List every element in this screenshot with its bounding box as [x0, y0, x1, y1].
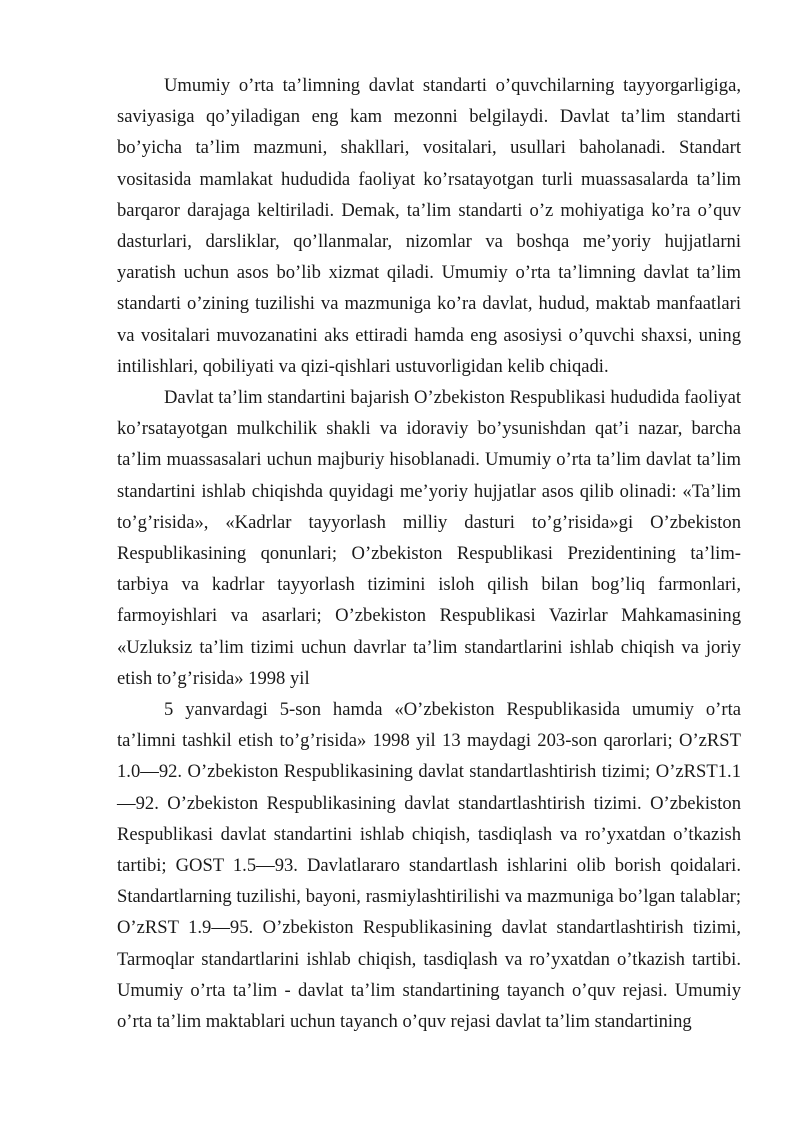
paragraph-2: Davlat ta’lim standartini bajarish O’zbekiston Respublikasi hududida faoliyat ko’rsatayotgan mulkchilik shakli va idoraviy bo’ysunishdan qat’i nazar, barcha ta’lim muassasalari uchun majburiy hisoblanadi. Umumiy o’rta ta’lim davlat ta’lim standartini ishlab chiqishda quyidagi me’yoriy hujjatlar asos qilib olinadi: «Ta’lim to’g’risida», «Kadrlar tayyorlash milliy dasturi to’g’risida»gi O’zbekiston Respublikasining qonunlari; O’zbekiston Respublikasi Prezidentining ta’lim-tarbiya va kadrlar tayyorlash tizimini isloh qilish bilan bog’liq farmonlari, farmoyishlari va asarlari; O’zbekiston Respublikasi Vazirlar Mahkamasining «Uzluksiz ta’lim tizimi uchun davrlar ta’lim standartlarini ishlab chiqish va joriy etish to’g’risida» 1998 yil: [117, 387, 741, 689]
paragraph-3: 5 yanvardagi 5-son hamda «O’zbekiston Respublikasida umumiy o’rta ta’limni tashkil etish to’g’risida» 1998 yil 13 maydagi 203-son qarorlari; O’zRST 1.0—92. O’zbekiston Respublikasining davlat standartlashtirish tizimi; O’zRST1.1 —92. O’zbekiston Respublikasining davlat standartlashtirish tizimi. O’zbekiston Respublikasi davlat standartini ishlab chiqish, tasdiqlash va ro’yxatdan o’tkazish tartibi; GOST 1.5—93. Davlatlararo standartlash ishlarini olib borish qoidalari. Standartlarning tuzilishi, bayoni, rasmiylashtirilishi va mazmuniga bo’lgan talablar; O’zRST 1.9—95. O’zbekiston Respublikasining davlat standartlashtirish tizimi, Tarmoqlar standartlarini ishlab chiqish, tasdiqlash va ro’yxatdan o’tkazish tartibi. Umumiy o’rta ta’lim - davlat ta’lim standartining tayanch o’quv rejasi. Umumiy o’rta ta’lim maktablari uchun tayanch o’quv rejasi davlat ta’lim standartining: [117, 699, 741, 1033]
paragraph-1: Umumiy o’rta ta’limning davlat standarti o’quvchilarning tayyorgarligiga, saviyasiga qo’yiladigan eng kam mezonni belgilaydi. Davlat ta’lim standarti bo’yicha ta’lim mazmuni, shakllari, vositalari, usullari baholanadi. Standart vositasida mamlakat hududida faoliyat ko’rsatayotgan turli muassasalarda ta’lim barqaror darajaga keltiriladi. Demak, ta’lim standarti o’z mohiyatiga ko’ra o’quv dasturlari, darsliklar, qo’llanmalar, nizomlar va boshqa me’yoriy hujjatlarni yaratish uchun asos bo’lib xizmat qiladi. Umumiy o’rta ta’limning davlat ta’lim standarti o’zining tuzilishi va mazmuniga ko’ra davlat, hudud, maktab manfaatlari va vositalari muvozanatini aks ettiradi hamda eng asosiysi o’quvchi shaxsi, uning intilishlari, qobiliyati va qizi-qishlari ustuvorligidan kelib chiqadi.: [117, 75, 741, 377]
document-body: [117, 70, 741, 1037]
